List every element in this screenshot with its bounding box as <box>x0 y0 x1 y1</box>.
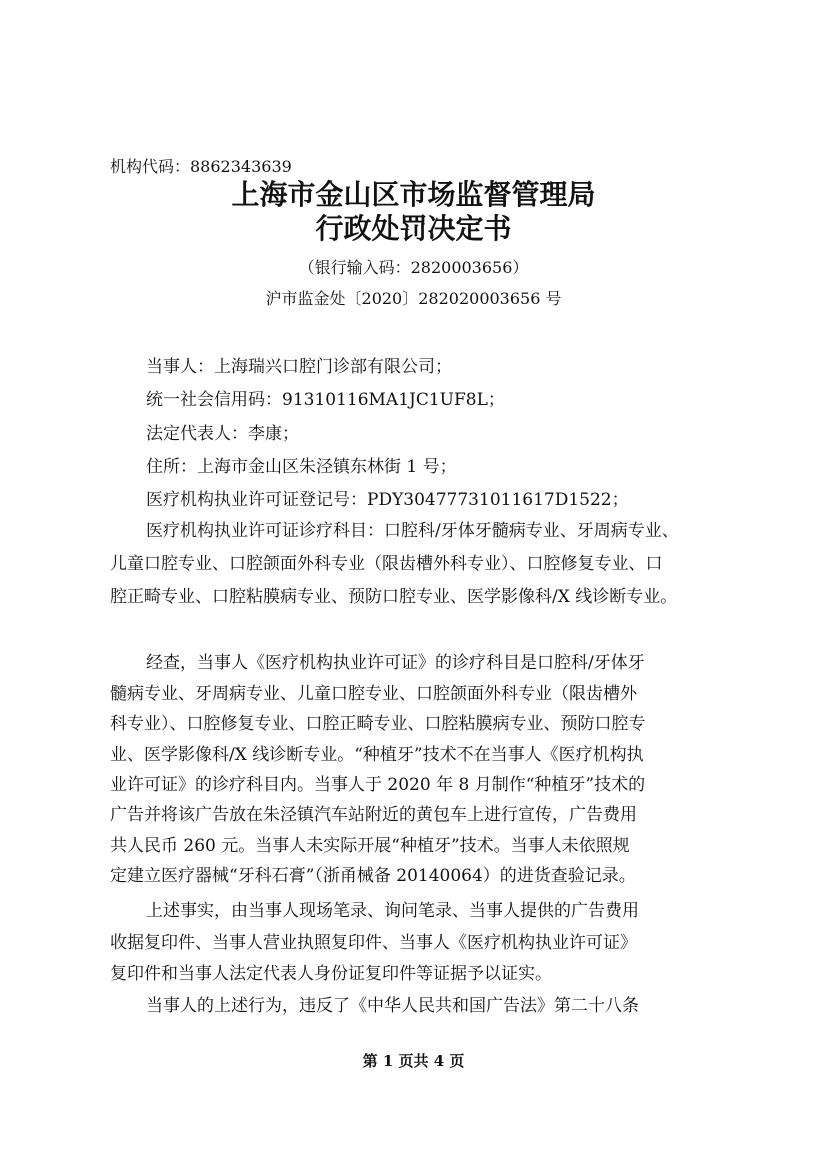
evidence-line: 收据复印件、当事人营业执照复印件、当事人《医疗机构执业许可证》 <box>110 933 637 953</box>
findings-line: 定建立医疗器械“牙科石膏”（浙甬械备 20140064）的进货查验记录。 <box>110 866 636 886</box>
credit-code: 统一社会信用码：91310116MA1JC1UF8L； <box>146 390 505 410</box>
findings-line: 业许可证》的诊疗科目内。当事人于 2020 年 8 月制作“种植牙”技术的 <box>110 775 646 795</box>
findings-line: 髓病专业、牙周病专业、儿童口腔专业、口腔颌面外科专业（限齿槽外 <box>110 684 637 704</box>
evidence-line: 复印件和当事人法定代表人身份证复印件等证据予以证实。 <box>110 964 552 984</box>
page-title-line1: 上海市金山区市场监督管理局 <box>231 178 596 211</box>
party-name: 当事人：上海瑞兴口腔门诊部有限公司； <box>146 357 452 377</box>
license-number: 医疗机构执业许可证登记号：PDY30477731011617D1522； <box>146 490 629 510</box>
org-code: 机构代码：8862343639 <box>110 157 292 176</box>
evidence-line: 上述事实，由当事人现场笔录、询问笔录、当事人提供的广告费用 <box>146 901 639 921</box>
violation-line: 当事人的上述行为，违反了《中华人民共和国广告法》第二十八条 <box>146 996 639 1016</box>
scope-line: 医疗机构执业许可证诊疗科目：口腔科/牙体牙髓病专业、牙周病专业、 <box>146 521 679 541</box>
findings-line: 业、医学影像科/X 线诊断专业。“种植牙”技术不在当事人《医疗机构执 <box>110 745 644 765</box>
findings-line: 广告并将该广告放在朱泾镇汽车站附近的黄包车上进行宣传，广告费用 <box>110 805 637 825</box>
findings-line: 科专业）、口腔修复专业、口腔正畸专业、口腔粘膜病专业、预防口腔专 <box>110 714 646 734</box>
scope-line: 儿童口腔专业、口腔颌面外科专业（限齿槽外科专业）、口腔修复专业、口 <box>110 554 663 574</box>
findings-line: 经查，当事人《医疗机构执业许可证》的诊疗科目是口腔科/牙体牙 <box>146 653 645 673</box>
document-number: 沪市监金处〔2020〕282020003656 号 <box>265 289 562 308</box>
page-title-line2: 行政处罚决定书 <box>315 212 512 245</box>
findings-line: 共人民币 260 元。当事人未实际开展“种植牙”技术。当事人未依照规 <box>110 836 630 856</box>
page-number: 第 1 页共 4 页 <box>362 1052 465 1070</box>
scope-line: 腔正畸专业、口腔粘膜病专业、预防口腔专业、医学影像科/X 线诊断专业。 <box>110 587 678 607</box>
address: 住所：上海市金山区朱泾镇东林街 1 号； <box>146 457 457 477</box>
bank-input-code: （银行输入码：2820003656） <box>298 258 529 277</box>
legal-representative: 法定代表人：李康； <box>146 424 299 444</box>
